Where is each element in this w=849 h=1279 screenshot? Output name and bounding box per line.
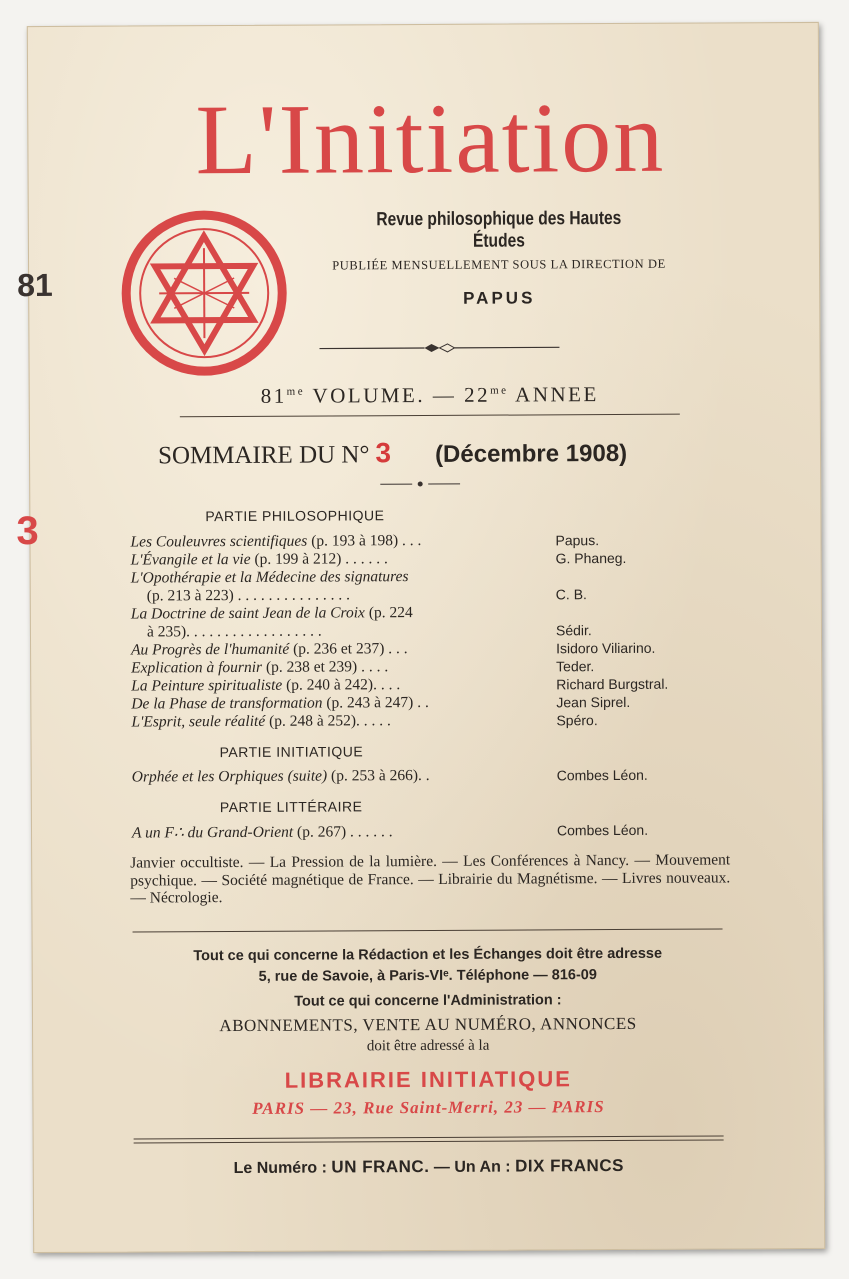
- toc-entry: A un F∴ du Grand-Orient (p. 267) . . . . . . Combes Léon.: [131, 821, 649, 842]
- toc-entry: Au Progrès de l'humanité (p. 236 et 237) . . . Isidoro Viliarino.: [131, 639, 656, 659]
- divider-rule: [180, 414, 680, 418]
- magazine-title: L'Initiation: [195, 81, 666, 196]
- publisher-name: LIBRAIRIE INITIATIQUE: [284, 1066, 573, 1093]
- toc-entry: La Doctrine de saint Jean de la Croix (p. 224: [130, 604, 413, 623]
- volume-line: [140, 381, 720, 409]
- toc-entry: L'Esprit, seule réalité (p. 248 à 252). . . . . Spéro.: [131, 712, 598, 731]
- toc-entry: L'Opothérapie et la Médecine des signatures: [130, 568, 409, 587]
- publication-note: PUBLIÉE MENSUELLEMENT SOUS LA DIRECTION DE: [332, 256, 666, 273]
- toc-entry: Les Couleuvres scientifiques (p. 193 à 198) . . . Papus.: [130, 532, 600, 551]
- edge-number-mark: 3: [16, 509, 39, 554]
- section-heading-philosophique: PARTIE PHILOSOPHIQUE: [205, 507, 385, 525]
- price-separator: —: [433, 1158, 450, 1176]
- editorial-contact-line: Tout ce qui concerne la Rédaction et les Échanges doit être adresse: [193, 945, 663, 965]
- volume-label: VOLUME. —: [312, 382, 457, 408]
- toc-entry: (p. 213 à 223) . . . . . . . . . . . . . . . C. B.: [146, 586, 587, 605]
- magazine-cover: [16, 22, 825, 1253]
- hexagram-seal-icon: [119, 208, 290, 379]
- per-year-price: DIX FRANCS: [514, 1155, 624, 1176]
- year-label: ANNEE: [515, 382, 599, 407]
- administration-line: Tout ce qui concerne l'Administration :: [294, 992, 562, 1010]
- section-heading-initiatique: PARTIE INITIATIQUE: [219, 743, 364, 761]
- divider-rule: [134, 1139, 724, 1143]
- toc-entry: Orphée et les Orphiques (suite) (p. 253 à 266). . Combes Léon.: [131, 766, 648, 786]
- volume-number: 81: [260, 383, 287, 408]
- publisher-address: PARIS — 23, Rue Saint-Merri, 23 — PARIS: [252, 1097, 605, 1118]
- toc-entry: La Peinture spiritualiste (p. 240 à 242). . . . Richard Burgstral.: [131, 675, 669, 695]
- year-suffix: me: [490, 384, 509, 397]
- toc-entry: Explication à fournir (p. 238 et 239) . . . . Teder.: [131, 658, 595, 677]
- section-heading-litteraire: PARTIE LITTÉRAIRE: [219, 798, 363, 816]
- ornament-divider-icon: [319, 340, 559, 355]
- small-ornament-icon: [380, 475, 460, 483]
- price-line: [124, 1155, 734, 1178]
- edge-volume-mark: 81: [17, 266, 53, 304]
- issue-number: 3: [375, 437, 392, 469]
- toc-entry: L'Évangile et la vie (p. 199 à 212) . . . . . . G. Phaneg.: [130, 549, 627, 569]
- volume-suffix: me: [286, 385, 306, 398]
- administration-services: ABONNEMENTS, VENTE AU NUMÉRO, ANNONCES: [219, 1013, 637, 1036]
- sommaire-label: SOMMAIRE DU N°: [157, 441, 370, 470]
- divider-rule: [133, 928, 723, 932]
- editor-name: PAPUS: [463, 288, 536, 308]
- magazine-subtitle: Revue philosophique des Hautes Études: [376, 207, 622, 252]
- sommaire-heading: [158, 435, 718, 470]
- year-number: 22: [464, 382, 491, 407]
- issue-date: (Décembre 1908): [434, 439, 628, 468]
- toc-entry: à 235). . . . . . . . . . . . . . . . . . Sédir.: [146, 622, 592, 641]
- per-year-label: Un An :: [454, 1158, 511, 1176]
- miscellany-text: Janvier occultiste. — La Pression de la lumière. — Les Conférences à Nancy. — Mouvement psychique. — Société magnétique de France. — Librairie du Magnétisme. — Livres nouveaux. — Nécrologie.: [130, 851, 731, 907]
- toc-entry: De la Phase de transformation (p. 243 à 247) . . Jean Siprel.: [131, 693, 631, 713]
- address-to-line: doit être adressé à la: [366, 1037, 490, 1055]
- editorial-address-line: 5, rue de Savoie, à Paris-VIᵉ. Téléphone — 816-09: [258, 967, 597, 985]
- per-issue-label: Le Numéro :: [233, 1159, 327, 1178]
- per-issue-price: UN FRANC.: [331, 1156, 430, 1177]
